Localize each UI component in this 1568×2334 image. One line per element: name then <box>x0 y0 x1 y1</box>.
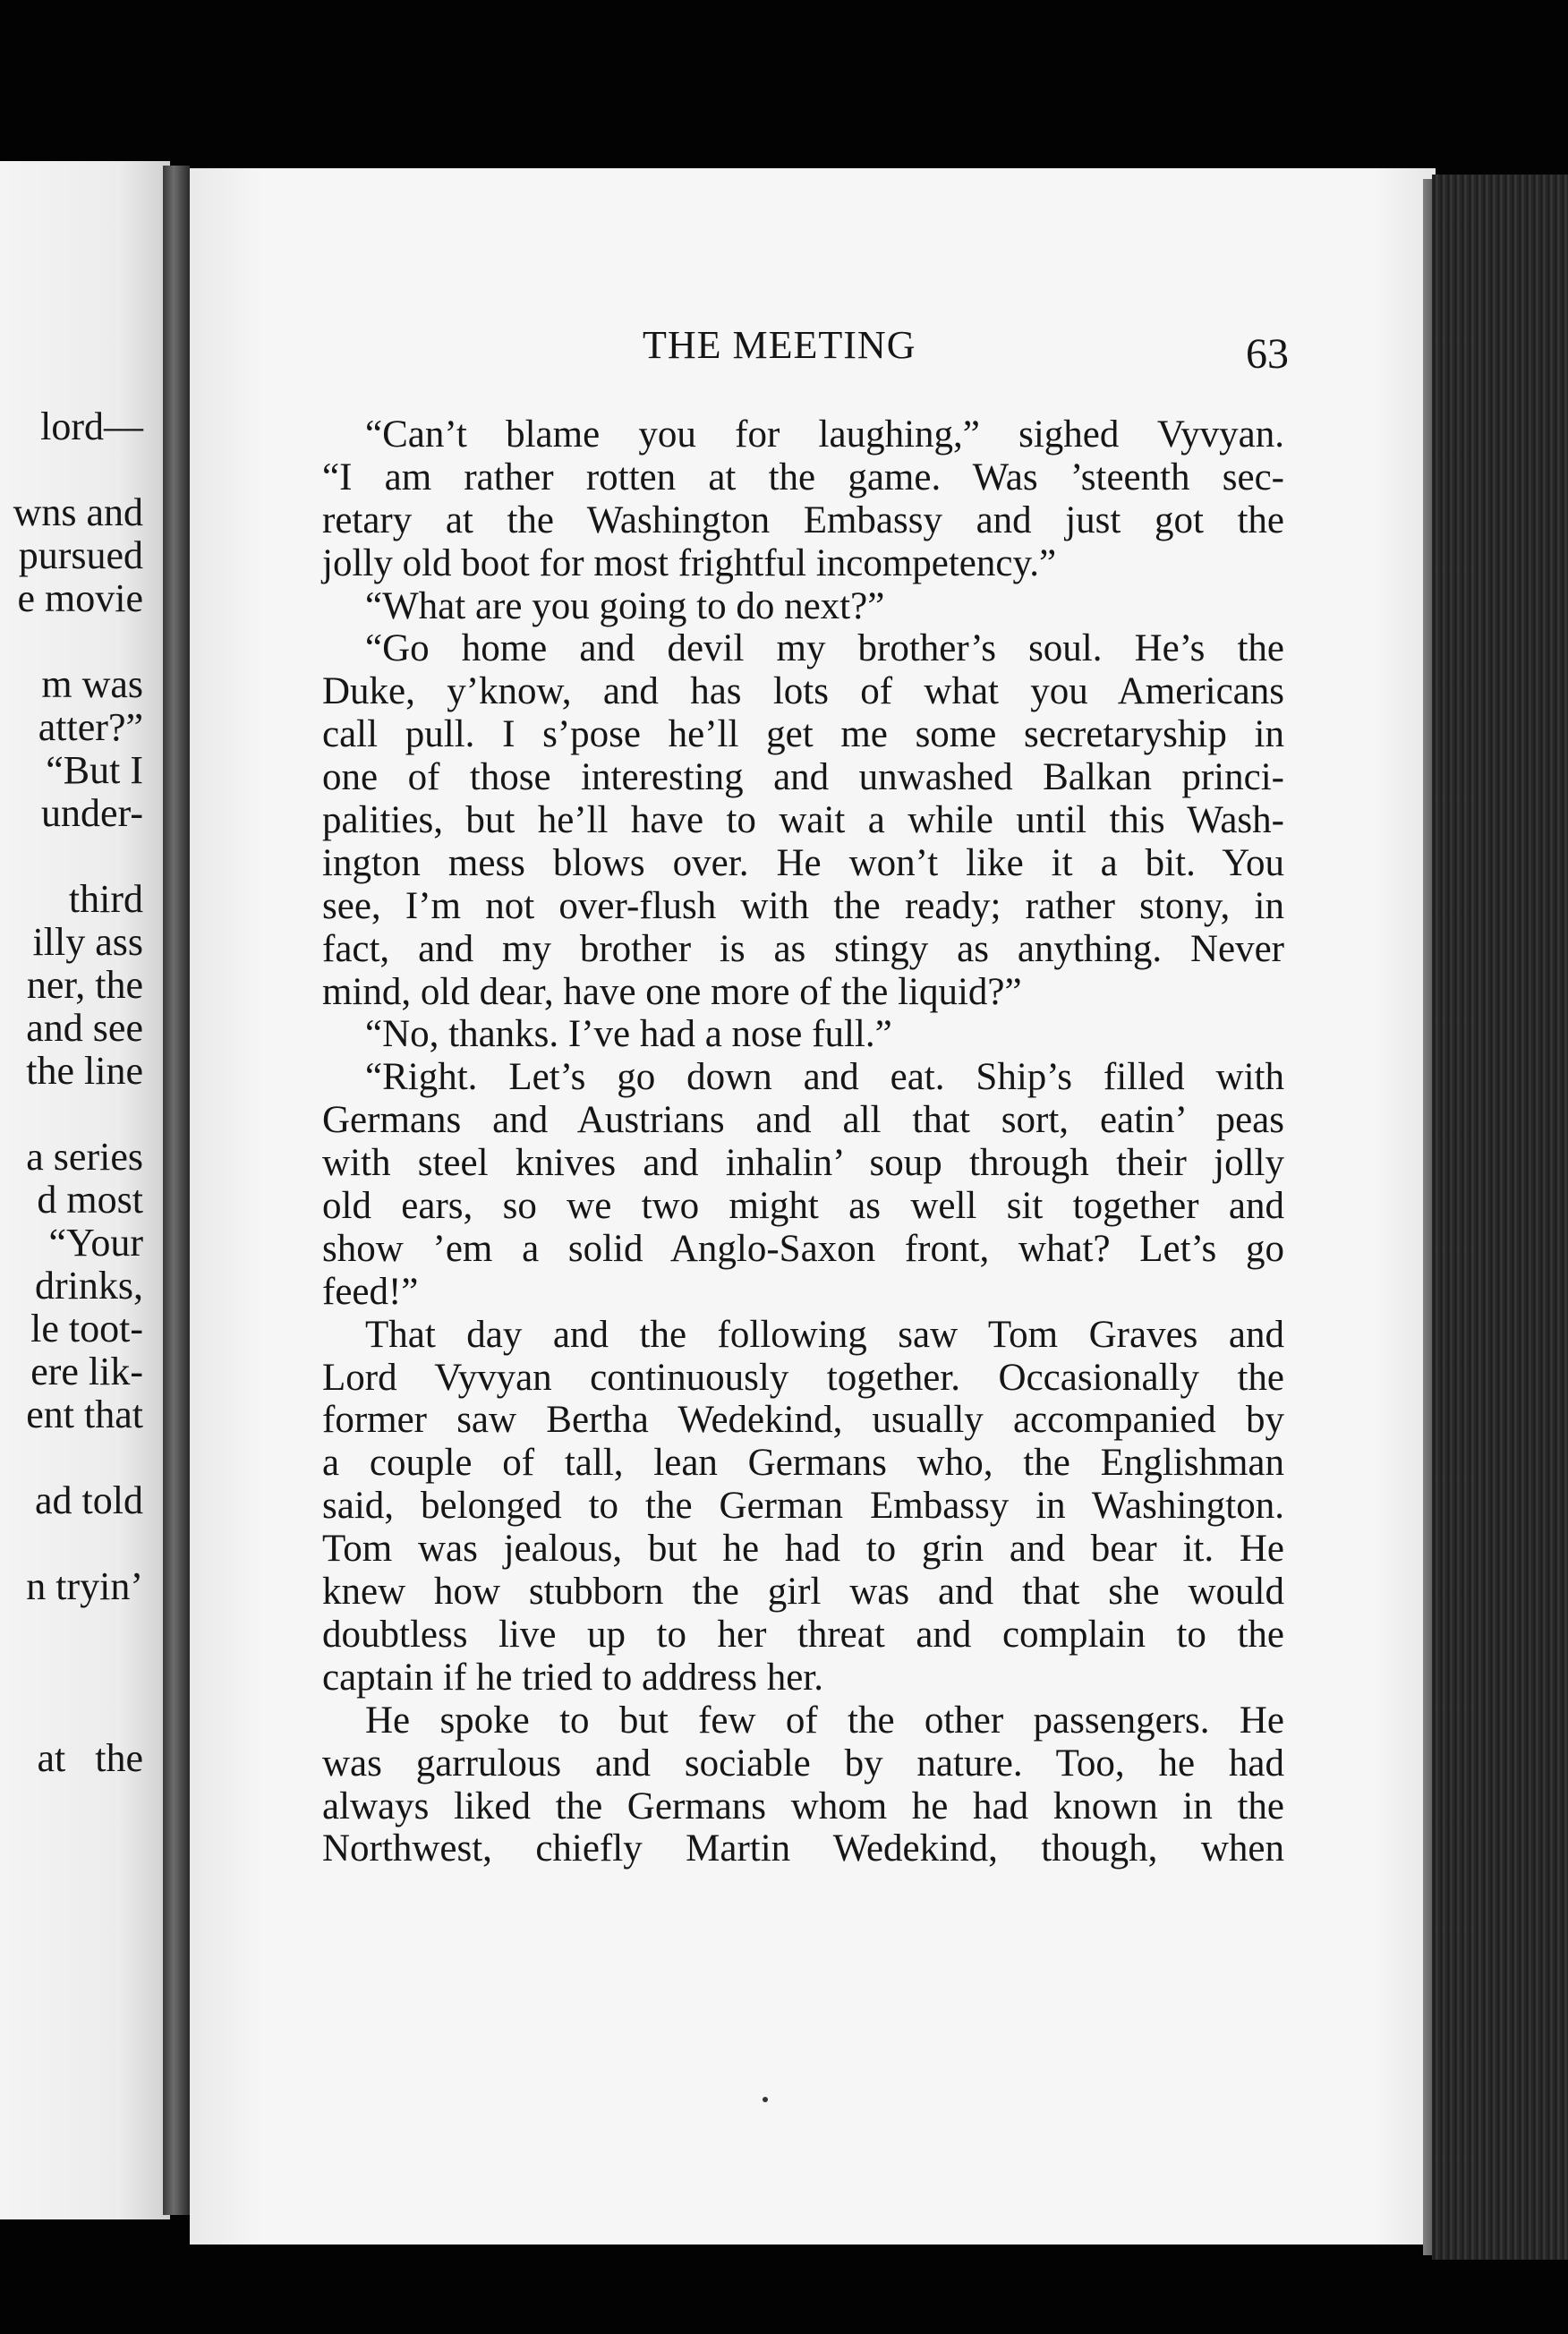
text-line: feed!” <box>322 1270 419 1313</box>
text-line: mind, old dear, have one more of the liquid?” <box>322 970 1022 1013</box>
text-line: doubtless live up to her threat and complain to the <box>322 1613 1284 1656</box>
text-line: one of those interesting and unwashed Balkan princi- <box>322 756 1284 799</box>
facing-left-page <box>0 161 170 2219</box>
book-gutter <box>163 166 190 2215</box>
text-line: fact, and my brother is as stingy as anything. Never <box>322 927 1284 970</box>
text-line: Lord Vyvyan continuously together. Occasionally the <box>322 1356 1284 1399</box>
text-line: was garrulous and sociable by nature. Too, he had <box>322 1742 1284 1785</box>
left-page-line: m was <box>41 662 143 706</box>
left-page-line: ere lik- <box>30 1350 143 1393</box>
text-line: with steel knives and inhalin’ soup through their jolly <box>322 1142 1284 1185</box>
text-line: “Can’t blame you for laughing,” sighed Vyvyan. <box>365 413 1284 456</box>
left-page-line: n tryin’ <box>26 1564 143 1608</box>
left-page-line: illy ass <box>32 920 143 964</box>
text-line: “Right. Let’s go down and eat. Ship’s filled with <box>365 1056 1284 1099</box>
text-line: see, I’m not over-flush with the ready; rather stony, in <box>322 884 1284 927</box>
left-page-line: ner, the <box>26 963 143 1007</box>
text-line: “Go home and devil my brother’s soul. He’s the <box>365 627 1284 670</box>
text-line: former saw Bertha Wedekind, usually accompanied by <box>322 1399 1284 1442</box>
text-line: Duke, y’know, and has lots of what you Americans <box>322 670 1284 713</box>
text-line: said, belonged to the German Embassy in Washington. <box>322 1485 1284 1528</box>
text-line: Tom was jealous, but he had to grin and bear it. He <box>322 1528 1284 1571</box>
left-page-line: e movie <box>17 576 143 620</box>
text-line: He spoke to but few of the other passengers. He <box>365 1699 1284 1742</box>
text-line: Germans and Austrians and all that sort, eatin’ peas <box>322 1099 1284 1142</box>
left-page-line: the line <box>26 1049 143 1093</box>
left-page-line: and see <box>26 1006 143 1050</box>
print-speck <box>763 2097 768 2102</box>
text-line: captain if he tried to address her. <box>322 1656 823 1699</box>
text-line: call pull. I s’pose he’ll get me some secretaryship in <box>322 713 1284 756</box>
left-page-line: atter?” <box>38 705 143 749</box>
left-page-line: wns and <box>13 490 143 534</box>
text-line: “No, thanks. I’ve had a nose full.” <box>365 1013 892 1056</box>
page-number: 63 <box>1246 330 1289 378</box>
left-page-line: a series <box>26 1135 143 1179</box>
text-line: always liked the Germans whom he had known in the <box>322 1785 1284 1827</box>
left-page-line: pursued <box>18 533 143 577</box>
body-text <box>322 413 1284 1870</box>
text-line: retary at the Washington Embassy and just got the <box>322 498 1284 541</box>
left-page-line: lord— <box>40 405 143 448</box>
left-page-line: ad told <box>35 1478 143 1522</box>
left-page-line: “Your <box>48 1221 143 1265</box>
left-page-line: ent that <box>26 1393 143 1436</box>
left-page-line: drinks, <box>35 1264 143 1308</box>
text-line: ington mess blows over. He won’t like it a bit. You <box>322 841 1284 884</box>
left-page-line: “But I <box>46 748 143 792</box>
left-page-line: third <box>68 877 143 921</box>
text-line: jolly old boot for most frightful incompetency.” <box>322 541 1057 584</box>
text-line: Northwest, chiefly Martin Wedekind, though, when <box>322 1827 1284 1870</box>
text-line: palities, but he’ll have to wait a while until this Wash- <box>322 799 1284 842</box>
text-line: “What are you going to do next?” <box>365 584 885 627</box>
left-page-line: under- <box>41 791 143 835</box>
page-block-edge <box>1432 175 1568 2260</box>
left-page-line: d most <box>37 1178 143 1222</box>
text-line: show ’em a solid Anglo-Saxon front, what? Let’s go <box>322 1227 1284 1270</box>
text-line: “I am rather rotten at the game. Was ’steenth sec- <box>322 456 1284 498</box>
left-page-line: le toot- <box>30 1307 143 1350</box>
left-page-line: at the <box>37 1736 143 1780</box>
text-line: That day and the following saw Tom Graves and <box>365 1313 1284 1356</box>
text-line: a couple of tall, lean Germans who, the Englishman <box>322 1442 1284 1485</box>
text-line: knew how stubborn the girl was and that she would <box>322 1571 1284 1614</box>
text-line: old ears, so we two might as well sit together and <box>322 1185 1284 1228</box>
running-head: THE MEETING <box>643 323 916 367</box>
